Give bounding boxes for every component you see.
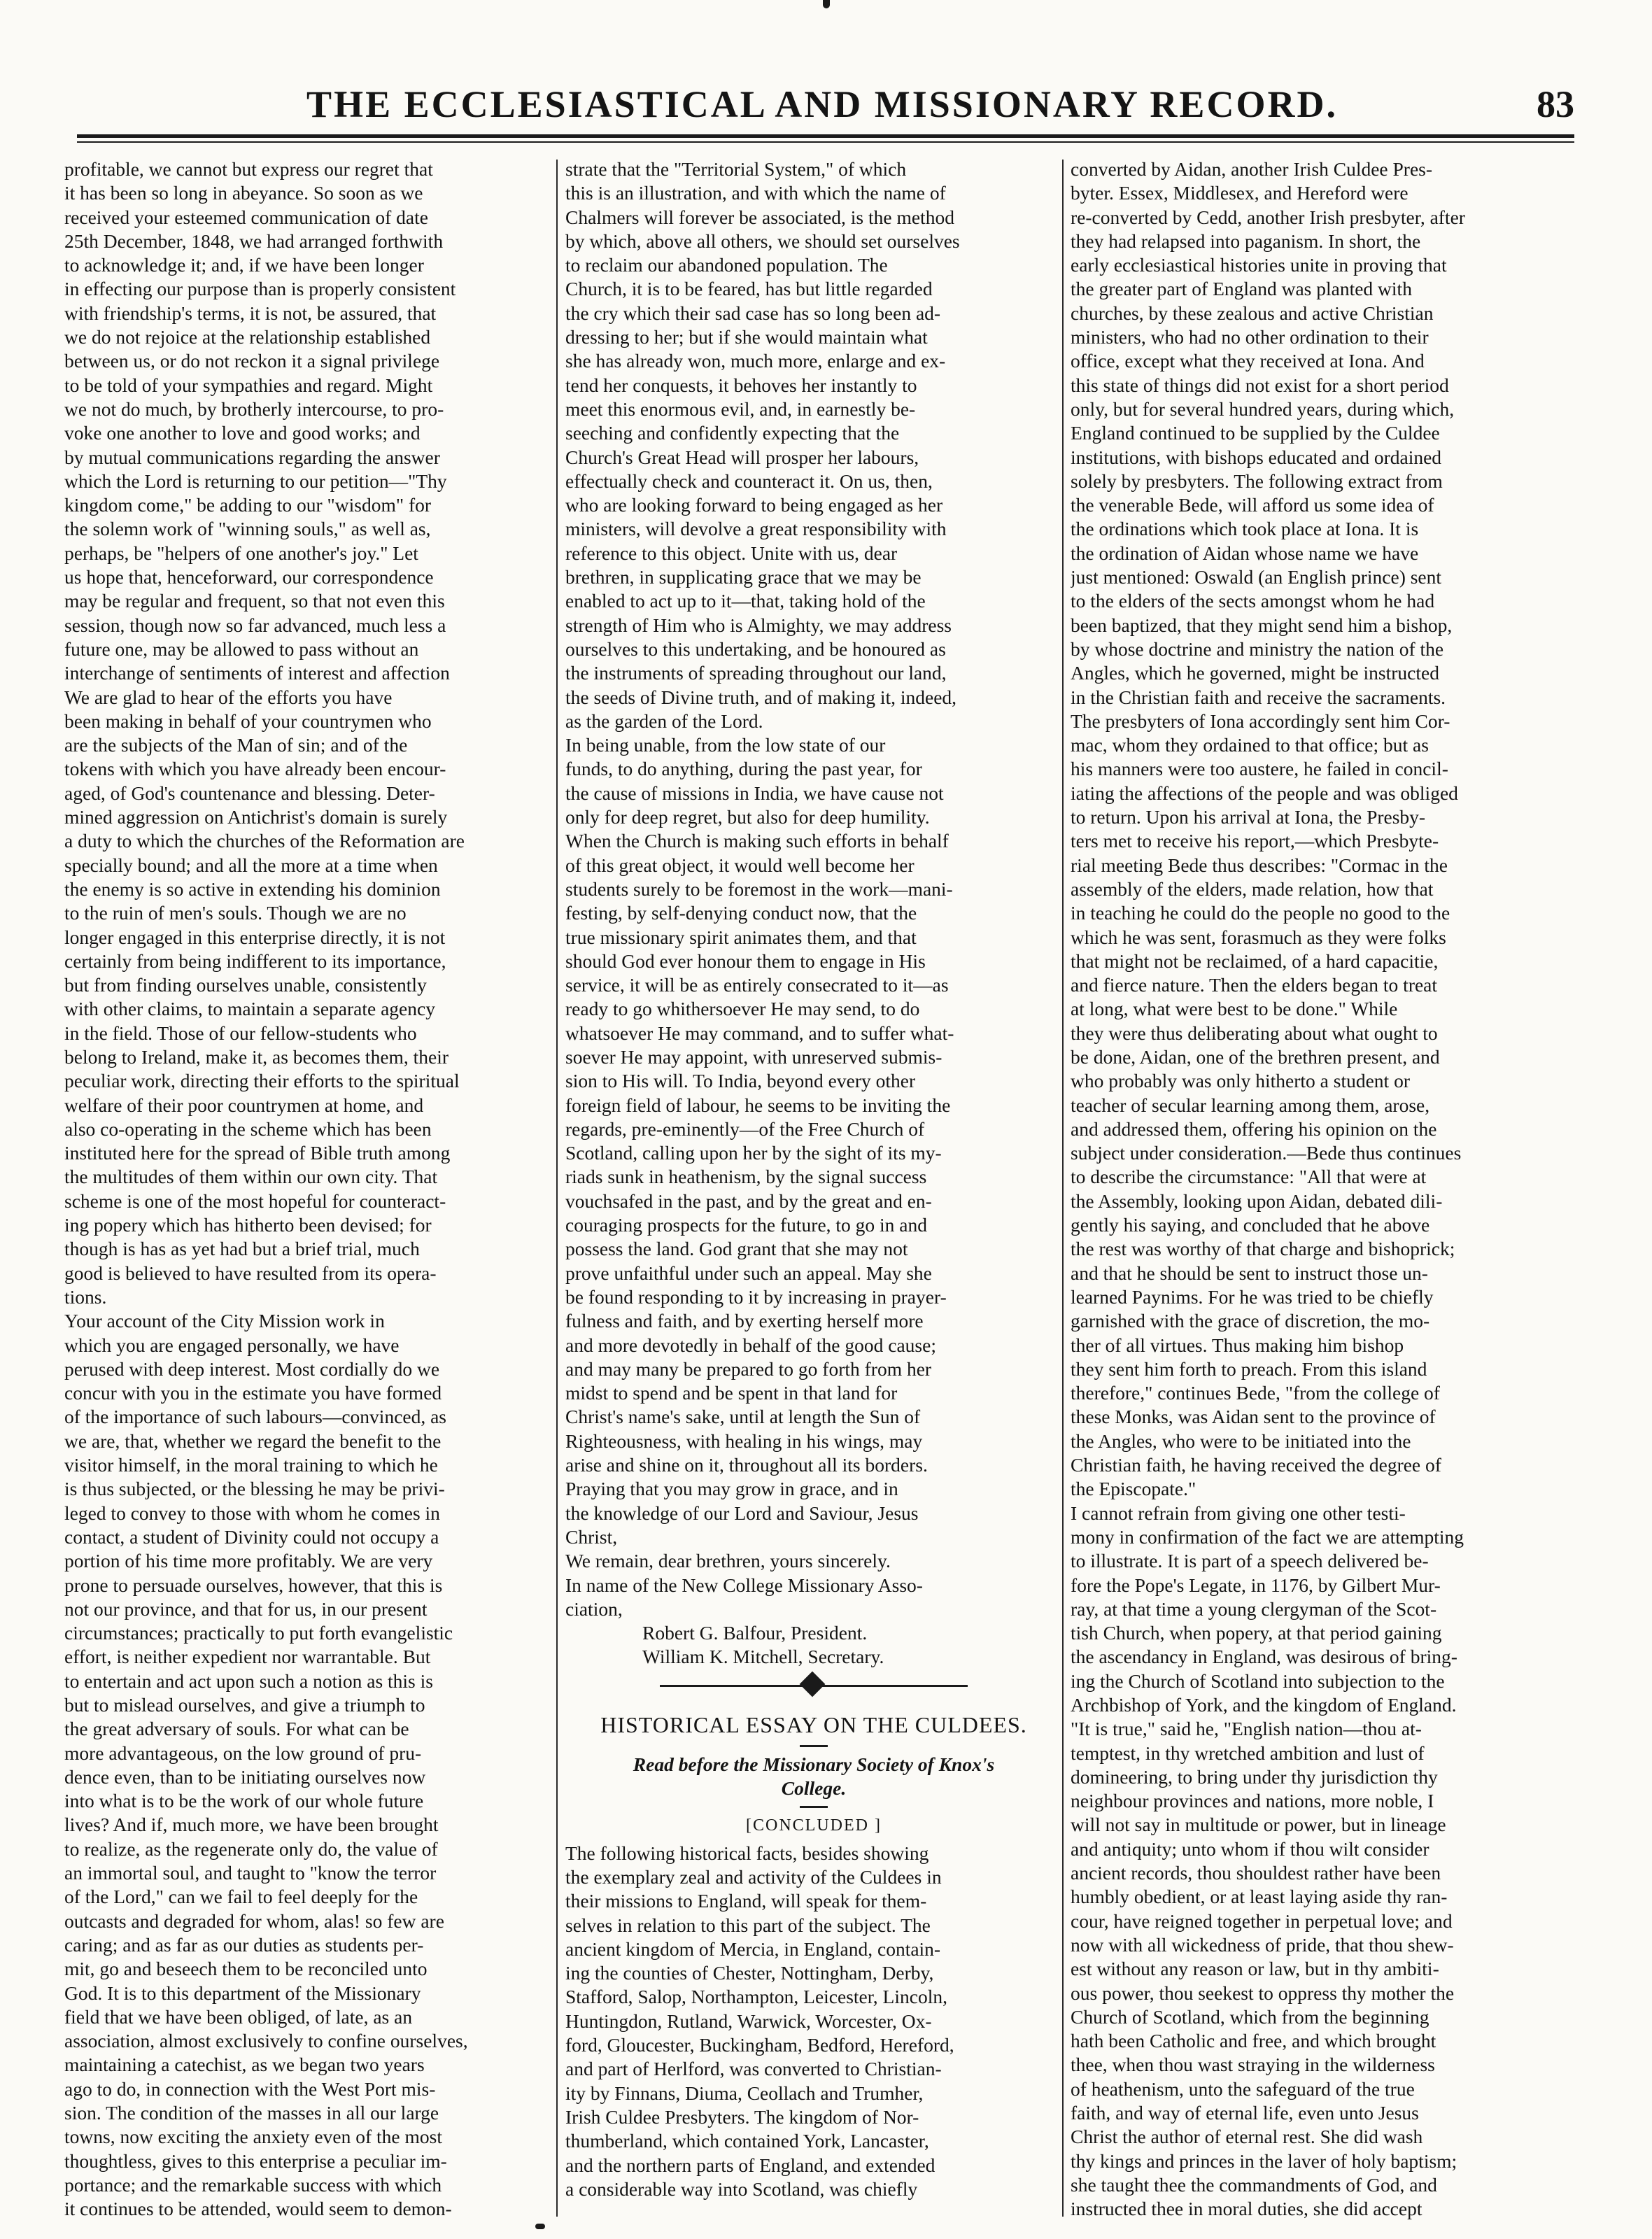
text-line: Christ, bbox=[565, 1525, 618, 1548]
text-line: subject under consideration.—Bede thus continues bbox=[1071, 1142, 1462, 1164]
text-column-1 bbox=[64, 157, 547, 2222]
text-line: the Angles, who were to be initiated into the bbox=[1071, 1429, 1411, 1452]
text-line: cour, have reigned together in perpetual love; and bbox=[1071, 1909, 1453, 1932]
text-line: institutions, with bishops educated and ordained bbox=[1071, 446, 1442, 468]
text-line: Angles, which he governed, might be instructed bbox=[1071, 662, 1439, 684]
text-line: concur with you in the estimate you have formed bbox=[64, 1382, 442, 1404]
column-divider-2 bbox=[1062, 160, 1064, 2217]
text-line: regards, pre-eminently—of the Free Church of bbox=[565, 1117, 925, 1140]
text-line: We remain, dear brethren, yours sincerely. bbox=[565, 1550, 891, 1572]
text-line: are the subjects of the Man of sin; and of the bbox=[64, 734, 408, 756]
text-line: teacher of secular learning among them, arose, bbox=[1071, 1094, 1430, 1116]
text-line: of the Lord," can we fail to feel deeply for the bbox=[64, 1886, 418, 1908]
text-line: thumberland, which contained York, Lancaster, bbox=[565, 2130, 929, 2152]
text-line: In being unable, from the low state of our bbox=[565, 734, 886, 756]
text-line: which the Lord is returning to our petition—"Thy bbox=[64, 469, 447, 492]
text-line: kingdom come," be adding to our "wisdom" for bbox=[64, 494, 432, 516]
text-line: Righteousness, with healing in his wings, may bbox=[565, 1429, 923, 1452]
text-line: true missionary spirit animates them, and that bbox=[565, 926, 917, 948]
text-line: the great adversary of souls. For what can be bbox=[64, 1718, 409, 1740]
text-line: future one, may be allowed to pass without an bbox=[64, 637, 419, 660]
text-line: ministers, who had no other ordination to their bbox=[1071, 326, 1429, 348]
text-line: early ecclesiastical histories unite in proving that bbox=[1071, 254, 1447, 276]
text-line: in the field. Those of our fellow-students who bbox=[64, 1022, 417, 1044]
text-line: and that he should be sent to instruct those un- bbox=[1071, 1262, 1428, 1284]
text-line: a duty to which the churches of the Reformation are bbox=[64, 830, 465, 852]
text-line: prove unfaithful under such an appeal. May she bbox=[565, 1262, 932, 1284]
text-line: more advantageous, on the low ground of pru- bbox=[64, 1742, 422, 1764]
text-line: the knowledge of our Lord and Saviour, Jesus bbox=[565, 1502, 919, 1524]
text-line: association, almost exclusively to confine ourselves, bbox=[64, 2030, 468, 2052]
text-line: and the northern parts of England, and extended bbox=[565, 2154, 936, 2176]
text-line: We are glad to hear of the efforts you have bbox=[64, 686, 393, 708]
text-line: When the Church is making such efforts in behalf bbox=[565, 830, 949, 852]
text-line: by mutual communications regarding the answer bbox=[64, 446, 440, 468]
text-line: a considerable way into Scotland, was chiefly bbox=[565, 2177, 918, 2200]
text-line: solely by presbyters. The following extract from bbox=[1071, 469, 1443, 492]
text-line: Praying that you may grow in grace, and in bbox=[565, 1478, 898, 1500]
text-line: ministers, will devolve a great responsibility with bbox=[565, 518, 947, 540]
text-line: temptest, in thy wretched ambition and lust of bbox=[1071, 1742, 1425, 1764]
text-line: arise and shine on it, throughout all its borders. bbox=[565, 1454, 928, 1476]
ornament-diamond bbox=[800, 1671, 826, 1697]
text-line: by which, above all others, we should set ourselves bbox=[565, 229, 960, 252]
text-line: she taught thee the commandments of God, and bbox=[1071, 2173, 1437, 2196]
text-line: 25th December, 1848, we had arranged forthwith bbox=[64, 229, 444, 252]
text-line: funds, to do anything, during the past year, for bbox=[565, 758, 922, 780]
text-line: specially bound; and all the more at a time when bbox=[64, 854, 438, 876]
text-line: the cry which their sad case has so long been ad- bbox=[565, 302, 941, 324]
text-line: been baptized, that they might send him a bishop, bbox=[1071, 614, 1453, 636]
text-line: and part of Herlford, was converted to Christian- bbox=[565, 2058, 942, 2080]
text-line: Huntingdon, Rutland, Warwick, Worcester, Ox- bbox=[565, 2010, 932, 2032]
text-line: to reclaim our abandoned population. The bbox=[565, 254, 888, 276]
text-line: certainly from being indifferent to its importance, bbox=[64, 949, 446, 972]
signature-secretary: William K. Mitchell, Secretary. bbox=[642, 1646, 884, 1668]
text-line: seeching and confidently expecting that the bbox=[565, 422, 900, 444]
short-rule bbox=[800, 1745, 828, 1747]
text-line: of the importance of such labours—convinced, as bbox=[64, 1406, 447, 1428]
text-line: the solemn work of "winning souls," as well as, bbox=[64, 518, 431, 540]
text-line: Irish Culdee Presbyters. The kingdom of Nor- bbox=[565, 2105, 919, 2128]
text-line: tions. bbox=[64, 1285, 107, 1308]
short-rule-2 bbox=[800, 1806, 828, 1808]
text-line: of heathenism, unto the safeguard of the true bbox=[1071, 2077, 1415, 2100]
text-line: she has already won, much more, enlarge and ex- bbox=[565, 350, 946, 372]
text-line: circumstances; practically to put forth evangelistic bbox=[64, 1622, 453, 1644]
text-line: aged, of God's countenance and blessing. Deter- bbox=[64, 782, 435, 804]
text-line: humbly obedient, or at least laying aside thy ran- bbox=[1071, 1886, 1448, 1908]
text-line: the ordination of Aidan whose name we have bbox=[1071, 542, 1419, 564]
text-line: Scotland, calling upon her by the sight of its my- bbox=[565, 1142, 942, 1164]
text-line: effectually check and counteract it. On us, then, bbox=[565, 469, 933, 492]
text-line: Stafford, Salop, Northampton, Leicester, Lincoln, bbox=[565, 1986, 947, 2008]
text-line: belong to Ireland, make it, as becomes them, their bbox=[64, 1045, 449, 1068]
text-line: vouchsafed in the past, and by the great and en- bbox=[565, 1189, 932, 1212]
text-line: they sent him forth to preach. From this island bbox=[1071, 1357, 1427, 1380]
text-line: in teaching he could do the people no good to the bbox=[1071, 902, 1450, 924]
text-line: we are, that, whether we regard the benefit to the bbox=[64, 1429, 442, 1452]
text-line: voke one another to love and good works; and bbox=[64, 422, 421, 444]
text-line: Christ the author of eternal rest. She did wash bbox=[1071, 2126, 1423, 2148]
text-line: instituted here for the spread of Bible truth among bbox=[64, 1142, 451, 1164]
text-line: ancient kingdom of Mercia, in England, contain- bbox=[565, 1937, 941, 1960]
text-line: the venerable Bede, will afford us some idea of bbox=[1071, 494, 1434, 516]
column-divider-1 bbox=[556, 160, 558, 2217]
header-rule-thin bbox=[77, 141, 1574, 143]
text-line: Church of Scotland, which from the beginning bbox=[1071, 2005, 1429, 2028]
text-line: visitor himself, in the moral training to which he bbox=[64, 1454, 438, 1476]
top-ink-mark bbox=[823, 0, 830, 8]
text-line: mit, go and beseech them to be reconciled unto bbox=[64, 1958, 428, 1980]
text-line: est without any reason or law, but in thy ambiti- bbox=[1071, 1958, 1439, 1980]
text-line: ready to go whithersoever He may send, to do bbox=[565, 998, 920, 1020]
text-line: but from finding ourselves unable, consistently bbox=[64, 974, 427, 996]
text-line: "It is true," said he, "English nation—thou at- bbox=[1071, 1718, 1422, 1740]
text-line: may be regular and frequent, so that not even this bbox=[64, 590, 445, 612]
text-line: soever He may appoint, with unreserved submis- bbox=[565, 1045, 943, 1068]
text-line: by whose doctrine and ministry the nation of the bbox=[1071, 637, 1444, 660]
text-line: thee, when thou wast straying in the wilderness bbox=[1071, 2054, 1435, 2076]
text-line: maintaining a catechist, as we began two years bbox=[64, 2054, 425, 2076]
text-line: portion of his time more profitably. We are very bbox=[64, 1550, 433, 1572]
text-line: ous power, thou seekest to oppress thy mother the bbox=[1071, 1982, 1455, 2004]
text-line: it continues to be attended, would seem to demon- bbox=[64, 2198, 452, 2220]
text-line: enabled to act up to it—that, taking hold of the bbox=[565, 590, 926, 612]
text-line: possess the land. God grant that she may not bbox=[565, 1238, 908, 1260]
text-line: mined aggression on Antichrist's domain is surely bbox=[64, 806, 448, 828]
text-line: to return. Upon his arrival at Iona, the Presby- bbox=[1071, 806, 1426, 828]
text-line: also co-operating in the scheme which has been bbox=[64, 1117, 432, 1140]
text-line: instructed thee in moral duties, she did accept bbox=[1071, 2198, 1422, 2220]
text-line: just mentioned: Oswald (an English prince) sent bbox=[1071, 566, 1442, 588]
text-line: welfare of their poor countrymen at home, and bbox=[64, 1094, 424, 1116]
section-ornament bbox=[565, 1669, 1062, 1702]
text-line: mac, whom they ordained to that office; but as bbox=[1071, 734, 1429, 756]
text-line: couraging prospects for the future, to go in and bbox=[565, 1214, 928, 1236]
text-line: tend her conquests, it behoves her instantly to bbox=[565, 374, 917, 396]
text-line: Your account of the City Mission work in bbox=[64, 1310, 385, 1332]
text-line: this state of things did not exist for a short period bbox=[1071, 374, 1449, 396]
text-line: only, but for several hundred years, during which, bbox=[1071, 397, 1455, 420]
text-line: fulness and faith, and by exerting herself more bbox=[565, 1310, 924, 1332]
text-line: strate that the "Territorial System," of which bbox=[565, 158, 907, 180]
essay-text bbox=[565, 1842, 1062, 2201]
text-line: should God ever honour them to engage in His bbox=[565, 949, 926, 972]
text-line: perused with deep interest. Most cordially do we bbox=[64, 1357, 440, 1380]
text-line: that might not be reclaimed, of a hard capacitie, bbox=[1071, 949, 1439, 972]
text-line: dressing to her; but if she would maintain what bbox=[565, 326, 928, 348]
text-line: The following historical facts, besides showing bbox=[565, 1842, 929, 1864]
bottom-ink-mark bbox=[535, 2224, 545, 2229]
text-line: been making in behalf of your countrymen who bbox=[64, 709, 432, 732]
text-line: ing the counties of Chester, Nottingham, Derby, bbox=[565, 1962, 934, 1984]
text-line: as the garden of the Lord. bbox=[565, 709, 763, 732]
text-line: sion to His will. To India, beyond every other bbox=[565, 1070, 916, 1092]
text-line: us hope that, henceforward, our correspondence bbox=[64, 566, 434, 588]
text-line: good is believed to have resulted from its opera- bbox=[64, 1262, 437, 1284]
text-line: God. It is to this department of the Missionary bbox=[64, 1982, 421, 2004]
text-line: ancient records, thou shouldest rather have been bbox=[1071, 1862, 1441, 1884]
text-line: the multitudes of them within our own city. That bbox=[64, 1166, 438, 1188]
text-line: the rest was worthy of that charge and bishoprick; bbox=[1071, 1238, 1455, 1260]
text-line: towns, now exciting the anxiety even of the most bbox=[64, 2126, 442, 2148]
text-line: selves in relation to this part of the subject. The bbox=[565, 1914, 931, 1936]
text-line: this is an illustration, and with which the name of bbox=[565, 182, 946, 204]
text-line: interchange of sentiments of interest and affection bbox=[64, 662, 450, 684]
text-line: the Episcopate." bbox=[1071, 1478, 1196, 1500]
text-line: converted by Aidan, another Irish Culdee Pres- bbox=[1071, 158, 1433, 180]
text-line: to the ruin of men's souls. Though we are no bbox=[64, 902, 407, 924]
text-line: to be told of your sympathies and regard. Might bbox=[64, 374, 433, 396]
text-line: the greater part of England was planted with bbox=[1071, 278, 1412, 300]
text-line: session, though now so far advanced, much less a bbox=[64, 614, 446, 636]
essay-subtitle: Read before the Missionary Society of Knox's bbox=[633, 1753, 995, 1775]
text-line: received your esteemed communication of date bbox=[64, 206, 428, 228]
text-line: ray, at that time a young clergyman of the Scot- bbox=[1071, 1597, 1437, 1620]
text-line: will not say in multitude or power, but in lineage bbox=[1071, 1814, 1446, 1836]
text-line: but to mislead ourselves, and give a triumph to bbox=[64, 1694, 425, 1716]
text-line: portance; and the remarkable success with which bbox=[64, 2173, 442, 2196]
text-line: effort, is neither expedient nor warrantable. But bbox=[64, 1646, 431, 1668]
text-line: service, it will be as entirely consecrated to it—as bbox=[565, 974, 949, 996]
text-line: dence even, than to be initiating ourselves now bbox=[64, 1765, 426, 1788]
text-line: I cannot refrain from giving one other testi- bbox=[1071, 1502, 1406, 1524]
page-header bbox=[70, 83, 1574, 132]
text-line: which he was sent, forasmuch as they were folks bbox=[1071, 926, 1446, 948]
text-line: and more devotedly in behalf of the good cause; bbox=[565, 1334, 936, 1356]
text-line: midst to spend and be spent in that land for bbox=[565, 1382, 898, 1404]
text-line: thoughtless, gives to this enterprise a peculiar im- bbox=[64, 2149, 447, 2172]
text-line: In name of the New College Missionary Asso- bbox=[565, 1574, 923, 1596]
page-number: 83 bbox=[1537, 83, 1574, 125]
text-line: they had relapsed into paganism. In short, the bbox=[1071, 229, 1421, 252]
text-line: though is has as yet had but a brief trial, much bbox=[64, 1238, 420, 1260]
concluded-label: [CONCLUDED ] bbox=[746, 1816, 882, 1835]
text-line: the exemplary zeal and activity of the Culdees in bbox=[565, 1866, 942, 1888]
text-line: in effecting our purpose than is properly consistent bbox=[64, 278, 456, 300]
text-line: of this great object, it would well become her bbox=[565, 854, 915, 876]
text-line: Church, it is to be feared, has but little regarded bbox=[565, 278, 933, 300]
text-line: ing the Church of Scotland into subjection to the bbox=[1071, 1669, 1445, 1692]
text-line: ago to do, in connection with the West Port mis- bbox=[64, 2077, 436, 2100]
text-line: Chalmers will forever be associated, is the method bbox=[565, 206, 954, 228]
text-line: re-converted by Cedd, another Irish presbyter, after bbox=[1071, 206, 1465, 228]
text-line: tish Church, when popery, at that period gaining bbox=[1071, 1622, 1442, 1644]
text-line: who are looking forward to being engaged as her bbox=[565, 494, 943, 516]
text-line: byter. Essex, Middlesex, and Hereford were bbox=[1071, 182, 1409, 204]
text-line: faith, and way of eternal life, even unto Jesus bbox=[1071, 2102, 1419, 2124]
text-line: ity by Finnans, Diuma, Ceollach and Trumher, bbox=[565, 2082, 924, 2104]
text-line: ther of all virtues. Thus making him bishop bbox=[1071, 1334, 1404, 1356]
text-line: not our province, and that for us, in our present bbox=[64, 1597, 428, 1620]
text-line: garnished with the grace of discretion, the mo- bbox=[1071, 1310, 1430, 1332]
text-line: the cause of missions in India, we have cause not bbox=[565, 782, 944, 804]
text-line: fore the Pope's Legate, in 1176, by Gilbert Mur- bbox=[1071, 1574, 1441, 1596]
text-line: office, except what they received at Iona. And bbox=[1071, 350, 1425, 372]
text-line: neighbour provinces and nations, more noble, I bbox=[1071, 1790, 1434, 1812]
text-line: perhaps, be "helpers of one another's joy." Let bbox=[64, 542, 418, 564]
text-line: assembly of the elders, made relation, how that bbox=[1071, 877, 1434, 900]
text-line: to describe the circumstance: "All that were at bbox=[1071, 1166, 1427, 1188]
text-line: sion. The condition of the masses in all our large bbox=[64, 2102, 439, 2124]
letter-continuation bbox=[565, 157, 1062, 1621]
text-line: to realize, as the regenerate only do, the value of bbox=[64, 1837, 438, 1860]
text-line: an immortal soul, and taught to "know the terror bbox=[64, 1862, 437, 1884]
text-line: we do not rejoice at the relationship established bbox=[64, 326, 431, 348]
text-line: meet this enormous evil, and, in earnestly be- bbox=[565, 397, 916, 420]
text-line: Church's Great Head will prosper her labours, bbox=[565, 446, 919, 468]
header-rule-thick bbox=[77, 134, 1574, 138]
text-line: to entertain and act upon such a notion as this is bbox=[64, 1669, 433, 1692]
text-line: outcasts and degraded for whom, alas! so few are bbox=[64, 1909, 444, 1932]
text-line: and addressed them, offering his opinion on the bbox=[1071, 1117, 1437, 1140]
text-line: iating the affections of the people and was obliged bbox=[1071, 782, 1458, 804]
text-line: ford, Gloucester, Buckingham, Bedford, Hereford, bbox=[565, 2034, 954, 2056]
text-line: at long, what were best to be done." While bbox=[1071, 998, 1398, 1020]
text-column-3 bbox=[1071, 157, 1574, 2222]
text-line: into what is to be the work of our whole future bbox=[64, 1790, 424, 1812]
text-line: their missions to England, will speak for them- bbox=[565, 1890, 927, 1912]
signature-president: Robert G. Balfour, President. bbox=[642, 1622, 868, 1644]
text-line: the seeds of Divine truth, and of making it, indeed, bbox=[565, 686, 957, 708]
essay-title: HISTORICAL ESSAY ON THE CULDEES. bbox=[600, 1711, 1027, 1737]
text-line: the ascendancy in England, was desirous of bring- bbox=[1071, 1646, 1457, 1668]
text-line: caring; and as far as our duties as students per- bbox=[64, 1933, 424, 1956]
text-line: Archbishop of York, and the kingdom of England. bbox=[1071, 1694, 1457, 1716]
text-line: riads sunk in heathenism, by the signal success bbox=[565, 1166, 927, 1188]
text-line: they were thus deliberating about what ought to bbox=[1071, 1022, 1438, 1044]
text-line: festing, by self-denying conduct now, that the bbox=[565, 902, 917, 924]
text-line: thy kings and princes in the laver of holy baptism; bbox=[1071, 2149, 1457, 2172]
text-line: which you are engaged personally, we have bbox=[64, 1334, 400, 1356]
text-line: foreign field of labour, he seems to be inviting the bbox=[565, 1094, 951, 1116]
text-line: reference to this object. Unite with us, dear bbox=[565, 542, 898, 564]
essay-subtitle-2: College. bbox=[781, 1777, 847, 1799]
text-line: churches, by these zealous and active Christian bbox=[1071, 302, 1434, 324]
text-line: the instruments of spreading throughout our land, bbox=[565, 662, 947, 684]
text-line: hath been Catholic and free, and which brought bbox=[1071, 2030, 1436, 2052]
text-line: students surely to be foremost in the work—mani- bbox=[565, 877, 953, 900]
text-line: longer engaged in this enterprise directly, it is not bbox=[64, 926, 446, 948]
text-line: field that we have been obliged, of late, as an bbox=[64, 2005, 413, 2028]
text-line: Christ's name's sake, until at length the Sun of bbox=[565, 1406, 921, 1428]
running-title: THE ECCLESIASTICAL AND MISSIONARY RECORD. bbox=[306, 83, 1338, 125]
text-line: gently his saying, and concluded that he above bbox=[1071, 1214, 1430, 1236]
text-line: and antiquity; unto whom if thou wilt consider bbox=[1071, 1837, 1429, 1860]
text-line: leged to convey to those with whom he comes in bbox=[64, 1502, 440, 1524]
text-line: to acknowledge it; and, if we have been longer bbox=[64, 254, 424, 276]
text-line: ourselves to this undertaking, and be honoured as bbox=[565, 637, 946, 660]
text-line: tokens with which you have already been encour- bbox=[64, 758, 446, 780]
text-column-2 bbox=[565, 157, 1062, 2201]
text-line: lives? And if, much more, we have been brought bbox=[64, 1814, 439, 1836]
text-line: the ordinations which took place at Iona. It is bbox=[1071, 518, 1419, 540]
text-line: profitable, we cannot but express our regret that bbox=[64, 158, 433, 180]
text-line: it has been so long in abeyance. So soon as we bbox=[64, 182, 423, 204]
text-line: to illustrate. It is part of a speech delivered be- bbox=[1071, 1550, 1429, 1572]
text-line: contact, a student of Divinity could not occupy a bbox=[64, 1525, 439, 1548]
text-line: with friendship's terms, it is not, be assured, that bbox=[64, 302, 437, 324]
text-line: with other claims, to maintain a separate agency bbox=[64, 998, 435, 1020]
text-line: ters met to receive his report,—which Presbyte- bbox=[1071, 830, 1439, 852]
text-line: the Assembly, looking upon Aidan, debated dili- bbox=[1071, 1189, 1443, 1212]
text-line: be done, Aidan, one of the brethren present, and bbox=[1071, 1045, 1440, 1068]
text-line: is thus subjected, or the blessing he may be privi- bbox=[64, 1478, 445, 1500]
text-line: ciation, bbox=[565, 1597, 623, 1620]
text-line: scheme is one of the most hopeful for counteract- bbox=[64, 1189, 446, 1212]
text-line: and may many be prepared to go forth from her bbox=[565, 1357, 932, 1380]
text-line: these Monks, was Aidan sent to the province of bbox=[1071, 1406, 1436, 1428]
text-line: who probably was only hitherto a student or bbox=[1071, 1070, 1410, 1092]
text-line: only for deep regret, but also for deep humility. bbox=[565, 806, 930, 828]
text-line: rial meeting Bede thus describes: "Cormac in the bbox=[1071, 854, 1448, 876]
text-line: the enemy is so active in extending his dominion bbox=[64, 877, 441, 900]
text-line: be found responding to it by increasing in prayer- bbox=[565, 1285, 947, 1308]
text-line: prone to persuade ourselves, however, that this is bbox=[64, 1574, 443, 1596]
text-line: now with all wickedness of pride, that thou shew- bbox=[1071, 1933, 1454, 1956]
text-line: whatsoever He may command, and to suffer what- bbox=[565, 1022, 954, 1044]
text-line: and fierce nature. Then the elders began to treat bbox=[1071, 974, 1438, 996]
text-line: we not do much, by brotherly intercourse, to pro- bbox=[64, 397, 444, 420]
text-line: between us, or do not reckon it a signal privilege bbox=[64, 350, 440, 372]
text-line: peculiar work, directing their efforts to the spiritual bbox=[64, 1070, 460, 1092]
text-line: ing popery which has hitherto been devised; for bbox=[64, 1214, 432, 1236]
text-line: in the Christian faith and receive the sacraments. bbox=[1071, 686, 1446, 708]
text-line: England continued to be supplied by the Culdee bbox=[1071, 422, 1440, 444]
text-line: strength of Him who is Almighty, we may address bbox=[565, 614, 952, 636]
text-line: his manners were too austere, he failed in concil- bbox=[1071, 758, 1448, 780]
text-line: Christian faith, he having received the degree of bbox=[1071, 1454, 1441, 1476]
text-line: learned Paynims. For he was tried to be chiefly bbox=[1071, 1285, 1434, 1308]
text-line: therefore," continues Bede, "from the college of bbox=[1071, 1382, 1440, 1404]
text-line: The presbyters of Iona accordingly sent him Cor- bbox=[1071, 709, 1450, 732]
text-line: domineering, to bring under thy jurisdiction thy bbox=[1071, 1765, 1438, 1788]
text-line: to the elders of the sects amongst whom he had bbox=[1071, 590, 1435, 612]
text-line: mony in confirmation of the fact we are attempting bbox=[1071, 1525, 1464, 1548]
text-line: brethren, in supplicating grace that we may be bbox=[565, 566, 922, 588]
